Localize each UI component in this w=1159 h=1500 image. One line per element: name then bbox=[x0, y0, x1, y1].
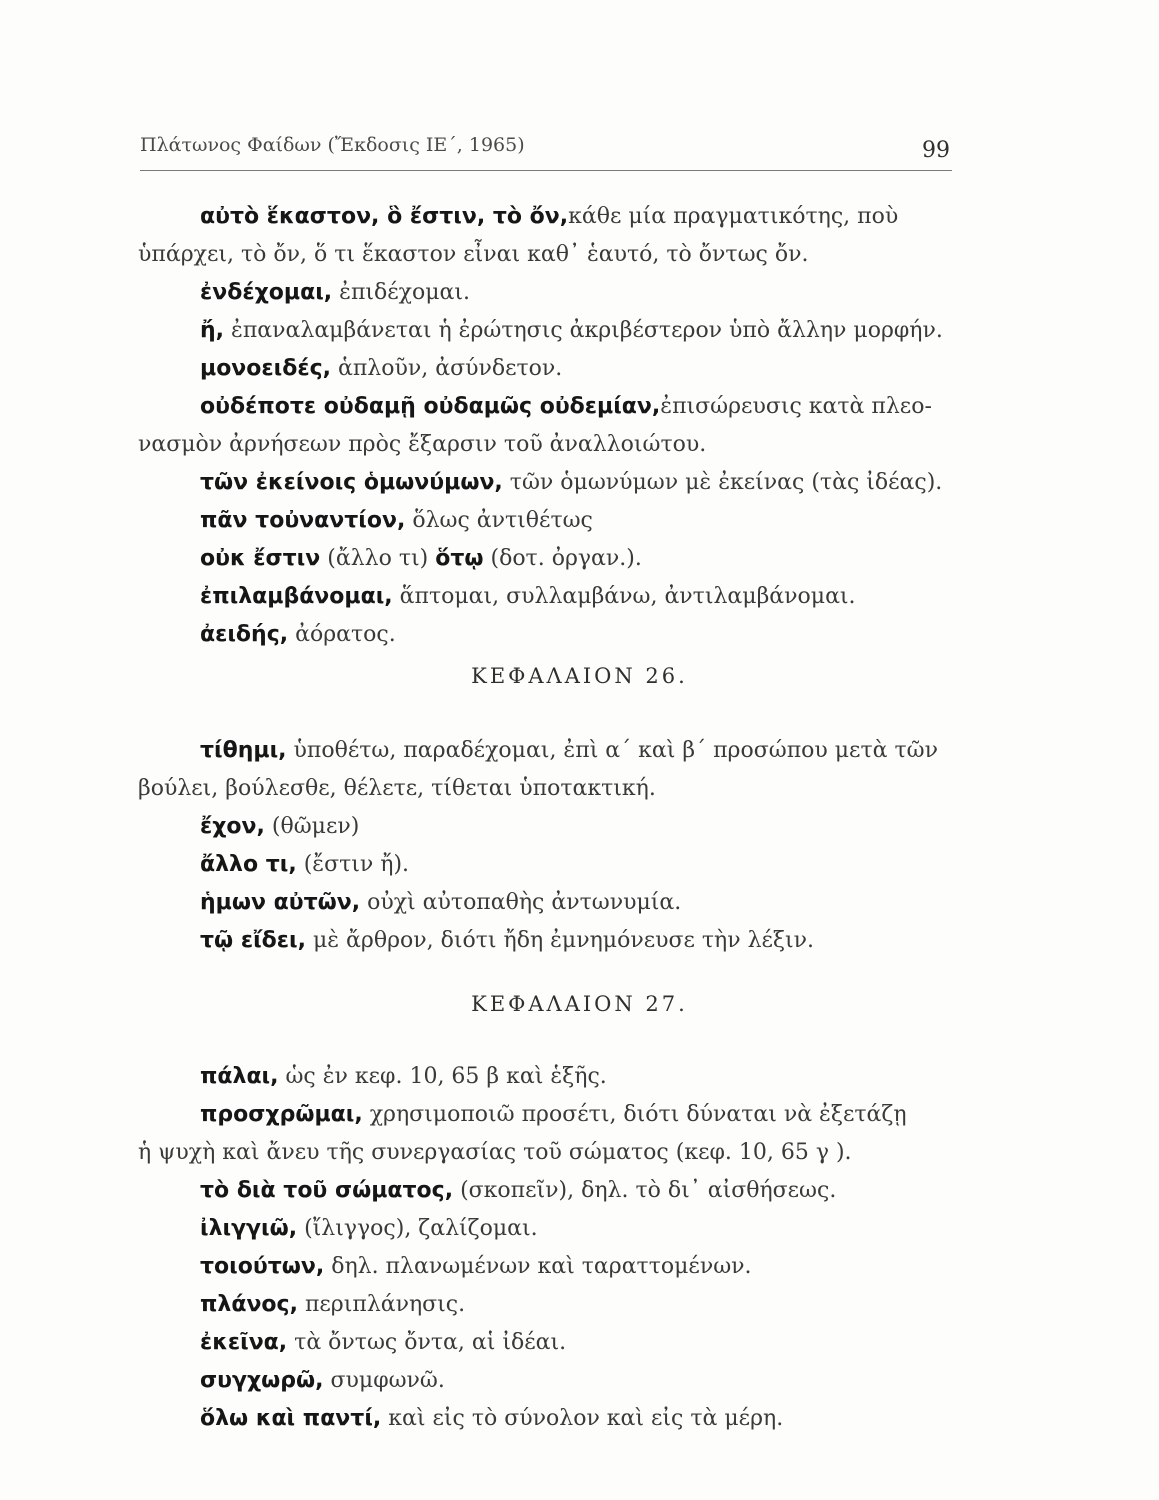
glossary-entry bbox=[138, 312, 956, 350]
glossary-term: ἀειδής, bbox=[200, 622, 289, 647]
glossary-entry bbox=[138, 922, 956, 960]
glossary-gloss: δηλ. πλανωμένων καὶ ταραττομένων. bbox=[331, 1254, 752, 1279]
glossary-gloss: ἁπλοῦν, ἀσύνδετον. bbox=[337, 356, 563, 381]
glossary-term: ἐκεῖνα, bbox=[200, 1330, 288, 1355]
glossary-term: τῶν ἐκείνοις ὁμωνύμων, bbox=[200, 470, 503, 495]
glossary-term: προσχρῶμαι, bbox=[200, 1102, 363, 1127]
glossary-term: τίθημι, bbox=[200, 738, 287, 763]
glossary-gloss: ὡς ἐν κεφ. 10, 65 β καὶ ἑξῆς. bbox=[285, 1064, 607, 1089]
glossary-gloss: ὑπάρχει, τὸ ὄν, ὅ τι ἕκαστον εἶναι καθ᾽ ἑαυτό, τὸ ὄντως ὄν. bbox=[138, 242, 809, 267]
glossary-section-3 bbox=[138, 1058, 956, 1438]
chapter-heading-27: ΚΕΦΑΛΑΙΟΝ 27. bbox=[471, 992, 688, 1016]
glossary-entry bbox=[138, 1096, 956, 1134]
glossary-term: οὐκ ἔστιν bbox=[200, 546, 321, 571]
glossary-entry bbox=[138, 1362, 956, 1400]
glossary-term: ἄλλο τι, bbox=[200, 852, 297, 877]
glossary-entry bbox=[138, 1400, 956, 1438]
glossary-term: τῷ εἴδει, bbox=[200, 928, 306, 953]
glossary-term: πλάνος, bbox=[200, 1292, 298, 1317]
glossary-entry bbox=[138, 1324, 956, 1362]
chapter-heading-26: ΚΕΦΑΛΑΙΟΝ 26. bbox=[471, 664, 688, 688]
header-divider bbox=[140, 170, 952, 171]
glossary-gloss: τῶν ὁμωνύμων μὲ ἐκείνας (τὰς ἰδέας). bbox=[509, 470, 943, 495]
glossary-entry bbox=[138, 1286, 956, 1324]
glossary-term: τὸ διὰ τοῦ σώματος, bbox=[200, 1178, 454, 1203]
glossary-gloss: ἅπτομαι, συλλαμβάνω, ἀντιλαμβάνομαι. bbox=[399, 584, 856, 609]
glossary-gloss: ἀόρατος. bbox=[295, 622, 396, 647]
glossary-term: τοιούτων, bbox=[200, 1254, 325, 1279]
glossary-term: συγχωρῶ, bbox=[200, 1368, 324, 1393]
glossary-entry-continuation bbox=[138, 426, 956, 464]
glossary-entry bbox=[138, 464, 956, 502]
glossary-gloss: ἐπισώρευσις κατὰ πλεο- bbox=[660, 394, 932, 419]
glossary-gloss: ὑποθέτω, παραδέχομαι, ἐπὶ α΄ καὶ β΄ προσώπου μετὰ τῶν bbox=[293, 738, 938, 763]
glossary-gloss: ἡ ψυχὴ καὶ ἄνευ τῆς συνεργασίας τοῦ σώματος (κεφ. 10, 65 γ ). bbox=[138, 1140, 852, 1165]
glossary-section-2 bbox=[138, 732, 956, 960]
glossary-term: ἔχον, bbox=[200, 814, 265, 839]
glossary-gloss: συμφωνῶ. bbox=[330, 1368, 445, 1393]
glossary-gloss: ἐπιδέχομαι. bbox=[339, 280, 471, 305]
glossary-term: ὅτῳ bbox=[435, 546, 484, 571]
glossary-gloss: (σκοπεῖν), δηλ. τὸ δι᾽ αἰσθήσεως. bbox=[460, 1178, 837, 1203]
glossary-entry bbox=[138, 1172, 956, 1210]
glossary-entry bbox=[138, 1210, 956, 1248]
glossary-gloss: (θῶμεν) bbox=[271, 814, 360, 839]
glossary-entry bbox=[138, 502, 956, 540]
glossary-term: ἡμων αὐτῶν, bbox=[200, 890, 361, 915]
glossary-entry bbox=[138, 1248, 956, 1286]
glossary-gloss: (δοτ. ὀργαν.). bbox=[490, 546, 642, 571]
glossary-entry bbox=[138, 388, 956, 426]
glossary-entry bbox=[138, 616, 956, 654]
glossary-gloss: μὲ ἄρθρον, διότι ἤδη ἐμνημόνευσε τὴν λέξιν. bbox=[312, 928, 815, 953]
glossary-term: αὐτὸ ἕκαστον, ὃ ἔστιν, τὸ ὄν, bbox=[200, 204, 569, 229]
glossary-term: ἐνδέχομαι, bbox=[200, 280, 333, 305]
glossary-entry-continuation bbox=[138, 1134, 956, 1172]
glossary-entry-continuation bbox=[138, 770, 956, 808]
header-title: Πλάτωνος Φαίδων (Ἔκδοσις ΙΕ΄, 1965) bbox=[140, 134, 525, 156]
glossary-gloss: κάθε μία πραγματικότης, ποὺ bbox=[568, 204, 899, 229]
glossary-gloss: νασμὸν ἀρνήσεων πρὸς ἔξαρσιν τοῦ ἀναλλοιώτου. bbox=[138, 432, 707, 457]
glossary-term: οὐδέποτε οὐδαμῇ οὐδαμῶς οὐδεμίαν, bbox=[200, 394, 661, 419]
glossary-entry bbox=[138, 846, 956, 884]
glossary-gloss: καὶ εἰς τὸ σύνολον καὶ εἰς τὰ μέρη. bbox=[388, 1406, 784, 1431]
glossary-entry bbox=[138, 198, 956, 236]
glossary-entry bbox=[138, 1058, 956, 1096]
glossary-section-1 bbox=[138, 198, 956, 654]
glossary-term: ἐπιλαμβάνομαι, bbox=[200, 584, 393, 609]
glossary-gloss: ἐπαναλαμβάνεται ἡ ἐρώτησις ἀκριβέστερον ὑπὸ ἄλλην μορφήν. bbox=[231, 318, 943, 343]
glossary-term: ἰλιγγιῶ, bbox=[200, 1216, 298, 1241]
glossary-entry bbox=[138, 578, 956, 616]
glossary-term: πᾶν τοὐναντίον, bbox=[200, 508, 406, 533]
glossary-entry bbox=[138, 884, 956, 922]
glossary-entry bbox=[138, 350, 956, 388]
glossary-gloss: (ἴλιγγος), ζαλίζομαι. bbox=[304, 1216, 538, 1241]
glossary-term: ὅλω καὶ παντί, bbox=[200, 1406, 382, 1431]
glossary-gloss: βούλει, βούλεσθε, θέλετε, τίθεται ὑποτακτική. bbox=[138, 776, 656, 801]
glossary-gloss: οὐχὶ αὐτοπαθὴς ἀντωνυμία. bbox=[367, 890, 682, 915]
glossary-gloss: ὅλως ἀντιθέτως bbox=[412, 508, 593, 533]
glossary-gloss: τὰ ὄντως ὄντα, αἱ ἰδέαι. bbox=[294, 1330, 567, 1355]
glossary-gloss: περιπλάνησις. bbox=[304, 1292, 466, 1317]
glossary-term: ἤ, bbox=[200, 318, 225, 343]
page-number: 99 bbox=[922, 138, 950, 163]
glossary-gloss: (ἄλλο τι) bbox=[327, 546, 429, 571]
glossary-entry bbox=[138, 274, 956, 312]
glossary-gloss: χρησιμοποιῶ προσέτι, διότι δύναται νὰ ἐξετάζῃ bbox=[369, 1102, 907, 1127]
glossary-term: μονοειδές, bbox=[200, 356, 331, 381]
glossary-gloss: (ἔστιν ἤ). bbox=[303, 852, 410, 877]
glossary-term: πάλαι, bbox=[200, 1064, 279, 1089]
glossary-entry bbox=[138, 540, 956, 578]
glossary-entry-continuation bbox=[138, 236, 956, 274]
glossary-entry bbox=[138, 808, 956, 846]
glossary-entry bbox=[138, 732, 956, 770]
